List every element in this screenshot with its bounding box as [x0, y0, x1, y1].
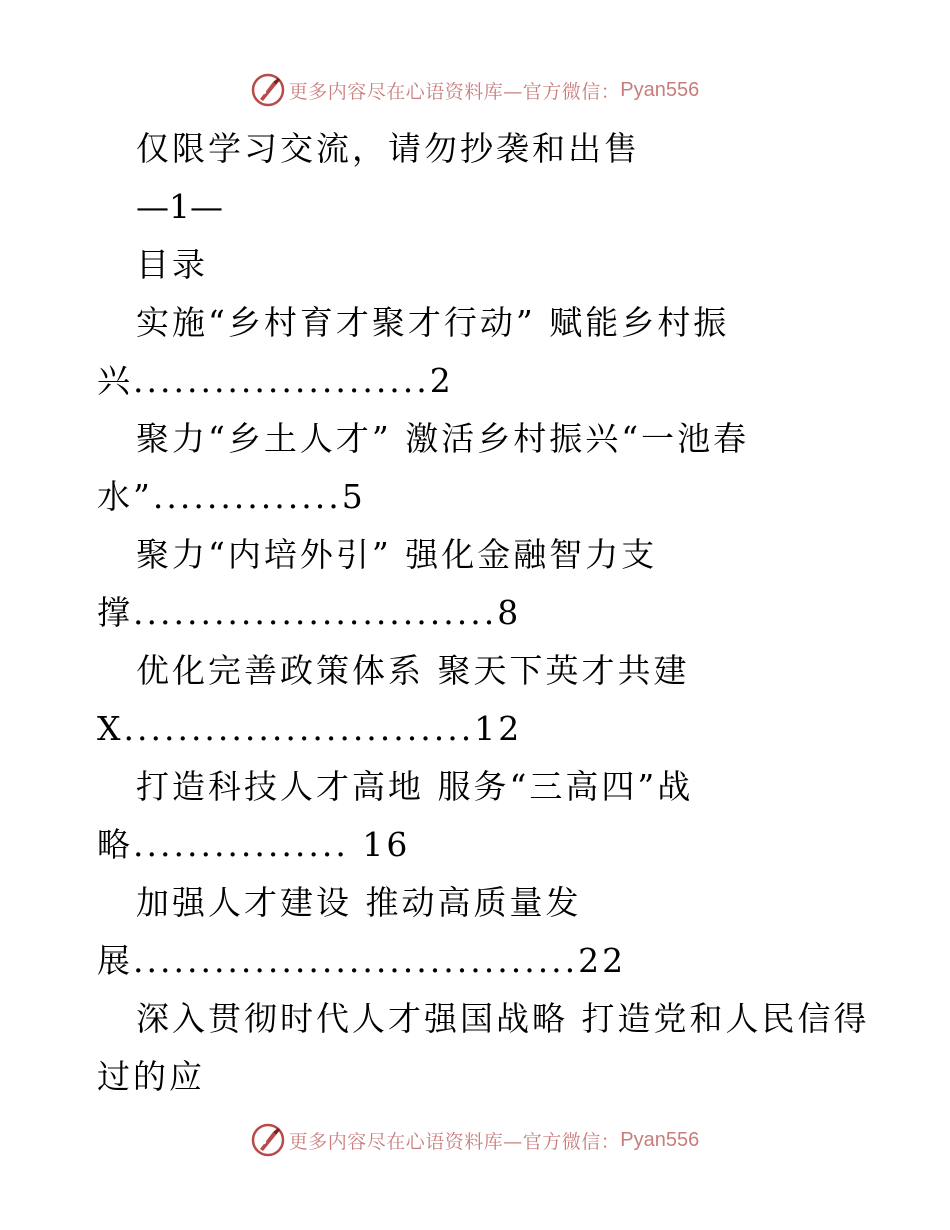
watermark-text: 更多内容尽在心语资料库—官方微信：	[288, 1130, 621, 1153]
header-watermark	[0, 70, 950, 110]
toc-entry-title: 聚力“乡土人才” 激活乡村振兴“一池春	[136, 419, 750, 458]
toc-title: 目录	[136, 245, 208, 284]
toc-entry-tail: 撑...........................8	[97, 593, 522, 632]
toc-entry-title: 实施“乡村育才聚才行动” 赋能乡村振	[136, 303, 730, 342]
toc-entry-title: 加强人才建设 推动高质量发	[136, 883, 582, 922]
copyright-notice: 仅限学习交流，请勿抄袭和出售	[136, 129, 640, 168]
toc-entry-title: 优化完善政策体系 聚天下英才共建	[136, 651, 690, 690]
toc-entry-tail: 水”..............5	[97, 477, 366, 516]
toc-entry-tail: 略................ 16	[97, 825, 411, 864]
toc-entry-title: 聚力“内培外引” 强化金融智力支	[136, 535, 658, 574]
quill-pen-logo-icon	[251, 73, 285, 107]
toc-entry-title: 打造科技人才高地 服务“三高四”战	[136, 767, 694, 806]
toc-entry-tail: 过的应	[97, 1057, 205, 1096]
watermark-account: Pyan556	[620, 1128, 700, 1151]
toc-entry-tail: X..........................12	[97, 709, 523, 748]
quill-pen-logo-icon	[251, 1123, 285, 1157]
watermark-text: 更多内容尽在心语资料库—官方微信：	[288, 80, 621, 103]
footer-watermark	[0, 1120, 950, 1160]
toc-entry-title: 深入贯彻时代人才强国战略 打造党和人民信得	[136, 999, 870, 1038]
page-marker: —1—	[136, 187, 223, 226]
toc-entry-tail: 兴......................2	[97, 361, 454, 400]
watermark-account: Pyan556	[620, 78, 700, 101]
toc-entry-tail: 展.................................22	[97, 941, 627, 980]
